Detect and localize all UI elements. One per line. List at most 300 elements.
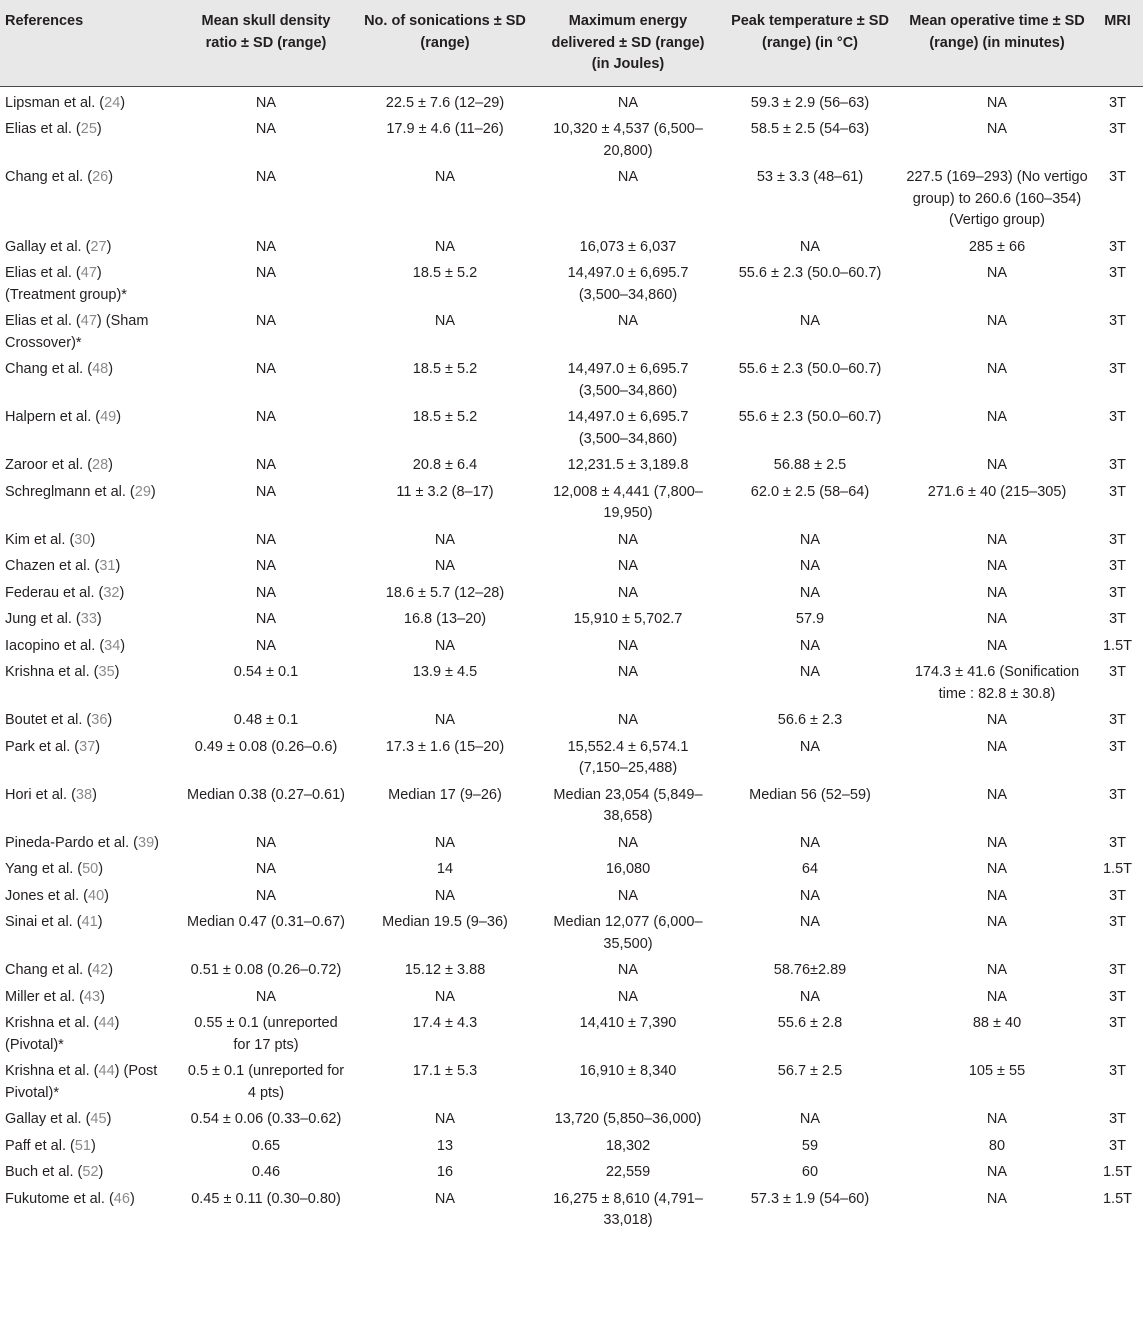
operative-time-cell: 271.6 ± 40 (215–305) xyxy=(927,483,1067,500)
reference-author: Krishna et al. ( xyxy=(5,1015,99,1031)
table-body xyxy=(0,86,1143,1235)
operative-time-cell: NA xyxy=(986,834,1008,851)
sonications-cell: 18.5 ± 5.2 xyxy=(412,361,478,377)
table-row xyxy=(0,528,1143,555)
reference-author: Schreglmann et al. ( xyxy=(5,483,135,500)
reference-suffix: ) xyxy=(114,664,120,680)
reference-suffix: ) xyxy=(154,834,159,851)
mri-cell: 3T xyxy=(1109,712,1126,728)
temperature-cell: NA xyxy=(799,584,821,601)
citation-link[interactable]: 46 xyxy=(113,1190,130,1207)
citation-link[interactable]: 50 xyxy=(82,861,99,877)
header-row xyxy=(0,0,1143,86)
energy-cell: NA xyxy=(617,712,639,728)
energy-cell: NA xyxy=(617,834,639,851)
reference-author: Park et al. ( xyxy=(5,738,80,755)
column-header: Mean skull density ratio ± SD (range) xyxy=(180,0,352,86)
table-row xyxy=(0,1107,1143,1134)
temperature-cell: 58.5 ± 2.5 (54–63) xyxy=(750,121,870,137)
energy-cell: 14,410 ± 7,390 xyxy=(579,1015,677,1031)
operative-time-cell: NA xyxy=(986,914,1008,930)
operative-time-cell: NA xyxy=(986,637,1008,654)
table-row xyxy=(0,165,1143,235)
citation-link[interactable]: 24 xyxy=(104,94,121,111)
table-row xyxy=(0,958,1143,985)
temperature-cell: NA xyxy=(799,1111,821,1127)
reference-suffix: ) xyxy=(96,121,102,137)
sonications-cell: NA xyxy=(434,313,456,329)
table-row xyxy=(0,1011,1143,1059)
reference-cell xyxy=(0,261,180,309)
temperature-cell: 57.9 xyxy=(795,611,825,627)
reference-cell xyxy=(0,1059,180,1107)
temperature-cell: 60 xyxy=(801,1164,819,1180)
skull-density-cell: 0.48 ± 0.1 xyxy=(233,712,299,728)
reference-author: Krishna et al. ( xyxy=(5,1063,99,1079)
table-row xyxy=(0,1187,1143,1235)
citation-link[interactable]: 43 xyxy=(83,988,101,1005)
reference-cell xyxy=(0,554,180,581)
operative-time-cell: NA xyxy=(986,94,1008,111)
mri-cell: 3T xyxy=(1109,531,1126,548)
operative-time-cell: 174.3 ± 41.6 (Sonification time : 82.8 ± 30.8) xyxy=(914,664,1080,702)
reference-author: Elias et al. ( xyxy=(5,313,81,329)
reference-author: Kim et al. ( xyxy=(5,531,75,548)
reference-cell xyxy=(0,884,180,911)
skull-density-cell: 0.65 xyxy=(251,1137,281,1154)
temperature-cell: NA xyxy=(799,238,821,255)
citation-link[interactable]: 28 xyxy=(92,457,109,473)
reference-author: Krishna et al. ( xyxy=(5,664,99,680)
temperature-cell: NA xyxy=(799,988,821,1005)
temperature-cell: NA xyxy=(799,664,821,680)
table-row xyxy=(0,831,1143,858)
table-row xyxy=(0,480,1143,528)
operative-time-cell: NA xyxy=(986,962,1008,978)
reference-author: Jones et al. ( xyxy=(5,887,89,904)
energy-cell: NA xyxy=(617,664,639,680)
energy-cell: NA xyxy=(617,887,639,904)
mri-cell: 3T xyxy=(1109,558,1126,574)
temperature-cell: NA xyxy=(799,738,821,755)
citation-link[interactable]: 33 xyxy=(80,611,97,627)
citation-link[interactable]: 32 xyxy=(103,584,120,601)
table-row xyxy=(0,309,1143,357)
sonications-cell: 18.6 ± 5.7 (12–28) xyxy=(385,584,505,601)
temperature-cell: 55.6 ± 2.3 (50.0–60.7) xyxy=(738,265,882,281)
reference-suffix: ) xyxy=(119,584,125,601)
mri-cell: 3T xyxy=(1109,94,1126,111)
table-row xyxy=(0,1160,1143,1187)
sonications-cell: NA xyxy=(434,558,456,574)
reference-cell xyxy=(0,1160,180,1187)
reference-author: Pineda-Pardo et al. ( xyxy=(5,834,138,851)
skull-density-cell: 0.45 ± 0.11 (0.30–0.80) xyxy=(191,1190,341,1207)
operative-time-cell: NA xyxy=(986,584,1008,601)
temperature-cell: 55.6 ± 2.3 (50.0–60.7) xyxy=(738,409,882,425)
reference-cell xyxy=(0,708,180,735)
reference-suffix: ) xyxy=(98,1164,104,1180)
sonications-cell: NA xyxy=(434,1111,456,1127)
operative-time-cell: NA xyxy=(986,265,1008,281)
operative-time-cell: NA xyxy=(986,409,1008,425)
energy-cell: Median 12,077 (6,000–35,500) xyxy=(553,914,703,952)
skull-density-cell: NA xyxy=(255,265,277,281)
temperature-cell: 59.3 ± 2.9 (56–63) xyxy=(750,94,870,111)
energy-cell: NA xyxy=(617,637,639,654)
reference-suffix: ) xyxy=(106,1111,112,1127)
reference-cell xyxy=(0,958,180,985)
energy-cell: 14,497.0 ± 6,695.7 (3,500–34,860) xyxy=(567,265,689,303)
reference-author: Zaroor et al. ( xyxy=(5,457,93,473)
reference-author: Gallay et al. ( xyxy=(5,238,91,255)
operative-time-cell: NA xyxy=(986,1190,1008,1207)
mri-cell: 3T xyxy=(1109,611,1126,627)
citation-link[interactable]: 26 xyxy=(92,169,109,185)
temperature-cell: 57.3 ± 1.9 (54–60) xyxy=(750,1190,870,1207)
reference-author: Gallay et al. ( xyxy=(5,1111,91,1127)
reference-suffix: ) xyxy=(120,637,126,654)
citation-link[interactable]: 42 xyxy=(92,962,109,978)
operative-time-cell: NA xyxy=(986,712,1008,728)
mri-cell: 3T xyxy=(1109,962,1126,978)
mri-cell: 3T xyxy=(1109,738,1126,755)
sonications-cell: 17.3 ± 1.6 (15–20) xyxy=(385,738,505,755)
energy-cell: 12,231.5 ± 3,189.8 xyxy=(567,457,689,473)
column-header: Mean operative time ± SD (range) (in minutes) xyxy=(902,0,1092,86)
operative-time-cell: NA xyxy=(986,361,1008,377)
sonications-cell: NA xyxy=(434,238,456,255)
table-row xyxy=(0,581,1143,608)
skull-density-cell: NA xyxy=(255,637,277,654)
reference-cell xyxy=(0,735,180,783)
skull-density-cell: NA xyxy=(255,584,277,601)
table-row xyxy=(0,735,1143,783)
skull-density-cell: NA xyxy=(255,238,277,255)
reference-suffix: ) xyxy=(106,238,112,255)
mri-cell: 3T xyxy=(1109,1137,1126,1154)
mri-cell: 3T xyxy=(1109,914,1126,930)
operative-time-cell: NA xyxy=(986,558,1008,574)
reference-suffix: ) xyxy=(108,361,114,377)
reference-author: Jung et al. ( xyxy=(5,611,81,627)
reference-author: Iacopino et al. ( xyxy=(5,637,105,654)
energy-cell: NA xyxy=(617,169,639,185)
operative-time-cell: 88 ± 40 xyxy=(972,1015,1022,1031)
temperature-cell: 56.88 ± 2.5 xyxy=(773,457,847,473)
reference-author: Chazen et al. ( xyxy=(5,558,100,574)
sonications-cell: NA xyxy=(434,887,456,904)
reference-suffix: ) (Treatment group)* xyxy=(5,265,127,303)
citation-link[interactable]: 31 xyxy=(99,558,116,574)
skull-density-cell: 0.5 ± 0.1 (unreported for 4 pts) xyxy=(187,1063,345,1101)
citation-link[interactable]: 51 xyxy=(74,1137,91,1154)
mri-cell: 3T xyxy=(1109,664,1126,680)
temperature-cell: 56.7 ± 2.5 xyxy=(777,1063,843,1079)
mri-cell: 3T xyxy=(1109,238,1126,255)
skull-density-cell: NA xyxy=(255,94,277,111)
table-row xyxy=(0,607,1143,634)
reference-cell xyxy=(0,309,180,357)
citation-link[interactable]: 45 xyxy=(90,1111,107,1127)
temperature-cell: NA xyxy=(799,531,821,548)
reference-suffix: ) xyxy=(129,1190,135,1207)
citation-link[interactable]: 40 xyxy=(88,887,105,904)
temperature-cell: NA xyxy=(799,313,821,329)
citation-link[interactable]: 27 xyxy=(90,238,107,255)
skull-density-cell: NA xyxy=(255,313,277,329)
sonications-cell: 16.8 (13–20) xyxy=(403,611,487,627)
table-row xyxy=(0,985,1143,1012)
citation-link[interactable]: 29 xyxy=(134,483,151,500)
energy-cell: 18,302 xyxy=(605,1137,651,1154)
energy-cell: Median 23,054 (5,849–38,658) xyxy=(553,786,703,824)
citation-link[interactable]: 47 xyxy=(80,313,97,329)
skull-density-cell: NA xyxy=(255,611,277,627)
sonications-cell: 20.8 ± 6.4 xyxy=(412,457,478,473)
citation-link[interactable]: 25 xyxy=(80,121,97,137)
operative-time-cell: NA xyxy=(986,861,1008,877)
energy-cell: 16,080 xyxy=(605,861,651,877)
reference-author: Paff et al. ( xyxy=(5,1137,75,1154)
reference-cell xyxy=(0,405,180,453)
table-row xyxy=(0,857,1143,884)
operative-time-cell: NA xyxy=(986,786,1008,803)
mri-cell: 1.5T xyxy=(1102,1164,1132,1180)
reference-cell xyxy=(0,831,180,858)
sonications-cell: NA xyxy=(434,988,456,1005)
skull-density-cell: NA xyxy=(255,834,277,851)
operative-time-cell: 80 xyxy=(988,1137,1006,1154)
energy-cell: NA xyxy=(617,962,639,978)
mri-cell: 3T xyxy=(1109,169,1126,185)
reference-cell xyxy=(0,1187,180,1235)
reference-cell xyxy=(0,235,180,262)
reference-suffix: ) xyxy=(104,887,109,904)
citation-link[interactable]: 44 xyxy=(98,1063,115,1079)
energy-cell: 14,497.0 ± 6,695.7 (3,500–34,860) xyxy=(567,409,689,447)
reference-author: Chang et al. ( xyxy=(5,169,93,185)
mri-cell: 3T xyxy=(1109,265,1126,281)
operative-time-cell: NA xyxy=(986,1111,1008,1127)
reference-suffix: ) xyxy=(108,457,114,473)
operative-time-cell: NA xyxy=(986,611,1008,627)
column-header: References xyxy=(0,0,180,86)
sonications-cell: 14 xyxy=(436,861,454,877)
operative-time-cell: NA xyxy=(986,457,1008,473)
operative-time-cell: NA xyxy=(986,121,1008,137)
mri-cell: 3T xyxy=(1109,988,1126,1005)
skull-density-cell: 0.49 ± 0.08 (0.26–0.6) xyxy=(194,738,338,755)
temperature-cell: NA xyxy=(799,637,821,654)
reference-suffix: ) xyxy=(100,988,105,1005)
temperature-cell: 62.0 ± 2.5 (58–64) xyxy=(750,483,870,500)
citation-link[interactable]: 41 xyxy=(81,914,98,930)
reference-suffix: ) xyxy=(150,483,156,500)
temperature-cell: 53 ± 3.3 (48–61) xyxy=(756,169,864,185)
sonications-cell: NA xyxy=(434,637,456,654)
sonications-cell: 17.9 ± 4.6 (11–26) xyxy=(386,121,504,137)
mri-cell: 3T xyxy=(1109,313,1126,329)
skull-density-cell: Median 0.38 (0.27–0.61) xyxy=(187,786,345,803)
mri-cell: 3T xyxy=(1109,121,1126,137)
skull-density-cell: NA xyxy=(255,887,277,904)
mri-cell: 3T xyxy=(1109,786,1126,803)
table-row xyxy=(0,554,1143,581)
operative-time-cell: NA xyxy=(986,887,1008,904)
reference-author: Sinai et al. ( xyxy=(5,914,82,930)
table-row xyxy=(0,1134,1143,1161)
reference-cell xyxy=(0,660,180,708)
column-header: MRI xyxy=(1092,0,1143,86)
reference-cell xyxy=(0,857,180,884)
skull-density-cell: 0.54 ± 0.1 xyxy=(233,664,299,680)
skull-density-cell: NA xyxy=(255,169,277,185)
reference-author: Halpern et al. ( xyxy=(5,409,101,425)
reference-cell xyxy=(0,1011,180,1059)
energy-cell: NA xyxy=(617,584,639,601)
citation-link[interactable]: 37 xyxy=(79,738,96,755)
mri-cell: 3T xyxy=(1109,887,1126,904)
reference-author: Hori et al. ( xyxy=(5,786,76,803)
mri-cell: 3T xyxy=(1109,409,1126,425)
mri-cell: 3T xyxy=(1109,483,1126,500)
sonications-cell: 15.12 ± 3.88 xyxy=(404,962,486,978)
energy-cell: 13,720 (5,850–36,000) xyxy=(554,1111,702,1127)
energy-cell: NA xyxy=(617,988,639,1005)
energy-cell: NA xyxy=(617,531,639,548)
sonications-cell: Median 17 (9–26) xyxy=(388,786,502,803)
citation-link[interactable]: 38 xyxy=(75,786,93,803)
citation-link[interactable]: 30 xyxy=(74,531,91,548)
sonications-cell: 13 xyxy=(436,1137,454,1154)
reference-suffix: ) xyxy=(108,169,114,185)
sonications-cell: 17.1 ± 5.3 xyxy=(412,1063,478,1079)
reference-suffix: ) xyxy=(120,94,126,111)
temperature-cell: 55.6 ± 2.3 (50.0–60.7) xyxy=(738,361,882,377)
energy-cell: NA xyxy=(617,94,639,111)
sonications-cell: 18.5 ± 5.2 xyxy=(412,265,478,281)
temperature-cell: Median 56 (52–59) xyxy=(749,786,871,803)
citation-link[interactable]: 36 xyxy=(91,712,108,728)
energy-cell: 14,497.0 ± 6,695.7 (3,500–34,860) xyxy=(567,361,689,399)
energy-cell: 22,559 xyxy=(605,1164,651,1180)
mri-cell: 3T xyxy=(1109,1015,1126,1031)
reference-author: Yang et al. ( xyxy=(5,861,83,877)
sonications-cell: NA xyxy=(434,531,456,548)
citation-link[interactable]: 35 xyxy=(98,664,115,680)
mri-cell: 3T xyxy=(1109,361,1126,377)
mri-cell: 1.5T xyxy=(1102,637,1132,654)
skull-density-cell: NA xyxy=(255,361,277,377)
sonications-cell: 13.9 ± 4.5 xyxy=(412,664,478,680)
table-row xyxy=(0,235,1143,262)
table-row xyxy=(0,261,1143,309)
table-row xyxy=(0,910,1143,958)
table-row xyxy=(0,708,1143,735)
skull-density-cell: 0.54 ± 0.06 (0.33–0.62) xyxy=(190,1111,342,1127)
sonications-cell: Median 19.5 (9–36) xyxy=(382,914,508,930)
sonications-cell: NA xyxy=(434,169,456,185)
operative-time-cell: NA xyxy=(986,313,1008,329)
operative-time-cell: NA xyxy=(986,1164,1008,1180)
mri-cell: 1.5T xyxy=(1102,1190,1132,1207)
citation-link[interactable]: 49 xyxy=(100,409,117,425)
temperature-cell: 64 xyxy=(801,861,819,877)
reference-suffix: ) xyxy=(108,962,114,978)
reference-author: Buch et al. ( xyxy=(5,1164,83,1180)
operative-time-cell: 285 ± 66 xyxy=(968,238,1026,255)
energy-cell: NA xyxy=(617,558,639,574)
citation-link[interactable]: 34 xyxy=(104,637,121,654)
reference-suffix: ) (Pivotal)* xyxy=(5,1015,120,1053)
reference-author: Elias et al. ( xyxy=(5,121,81,137)
column-header: Maximum energy delivered ± SD (range) (in Joules) xyxy=(538,0,718,86)
citation-link[interactable]: 47 xyxy=(80,265,97,281)
reference-author: Miller et al. ( xyxy=(5,988,84,1005)
reference-cell xyxy=(0,480,180,528)
energy-cell: 16,073 ± 6,037 xyxy=(579,238,677,255)
sonications-cell: 17.4 ± 4.3 xyxy=(412,1015,478,1031)
reference-author: Boutet et al. ( xyxy=(5,712,92,728)
mri-cell: 3T xyxy=(1109,457,1126,473)
reference-suffix: ) xyxy=(90,531,96,548)
mri-cell: 3T xyxy=(1109,834,1126,851)
skull-density-cell: 0.55 ± 0.1 (unreported for 17 pts) xyxy=(194,1015,338,1053)
sonications-cell: NA xyxy=(434,1190,456,1207)
reference-cell xyxy=(0,528,180,555)
energy-cell: 12,008 ± 4,441 (7,800–19,950) xyxy=(553,483,703,521)
mri-cell: 3T xyxy=(1109,1063,1126,1079)
operative-time-cell: NA xyxy=(986,531,1008,548)
skull-density-cell: 0.46 xyxy=(251,1164,281,1180)
energy-cell: NA xyxy=(617,313,639,329)
table-row xyxy=(0,660,1143,708)
citation-link[interactable]: 52 xyxy=(82,1164,99,1180)
citation-link[interactable]: 44 xyxy=(98,1015,115,1031)
temperature-cell: 59 xyxy=(801,1137,819,1154)
reference-cell xyxy=(0,357,180,405)
reference-author: Federau et al. ( xyxy=(5,584,104,601)
reference-cell xyxy=(0,634,180,661)
table-row xyxy=(0,86,1143,117)
mri-cell: 3T xyxy=(1109,584,1126,601)
table-row xyxy=(0,634,1143,661)
operative-time-cell: 227.5 (169–293) (No vertigo group) to 260.6 (160–354) (Vertigo group) xyxy=(906,169,1088,228)
mri-cell: 3T xyxy=(1109,1111,1126,1127)
reference-cell xyxy=(0,581,180,608)
energy-cell: 16,910 ± 8,340 xyxy=(579,1063,677,1079)
reference-author: Chang et al. ( xyxy=(5,361,93,377)
column-header: No. of sonications ± SD (range) xyxy=(352,0,538,86)
citation-link[interactable]: 48 xyxy=(92,361,109,377)
reference-author: Chang et al. ( xyxy=(5,962,93,978)
sonications-cell: 16 xyxy=(436,1164,454,1180)
reference-cell xyxy=(0,607,180,634)
reference-suffix: ) xyxy=(107,712,113,728)
skull-density-cell: NA xyxy=(255,861,277,877)
reference-suffix: ) xyxy=(116,409,122,425)
table-row xyxy=(0,357,1143,405)
skull-density-cell: NA xyxy=(255,988,277,1005)
operative-time-cell: NA xyxy=(986,988,1008,1005)
skull-density-cell: Median 0.47 (0.31–0.67) xyxy=(187,914,345,930)
reference-suffix: ) xyxy=(97,914,103,930)
reference-cell xyxy=(0,1107,180,1134)
reference-cell xyxy=(0,117,180,165)
citation-link[interactable]: 39 xyxy=(138,834,155,851)
table-row xyxy=(0,117,1143,165)
